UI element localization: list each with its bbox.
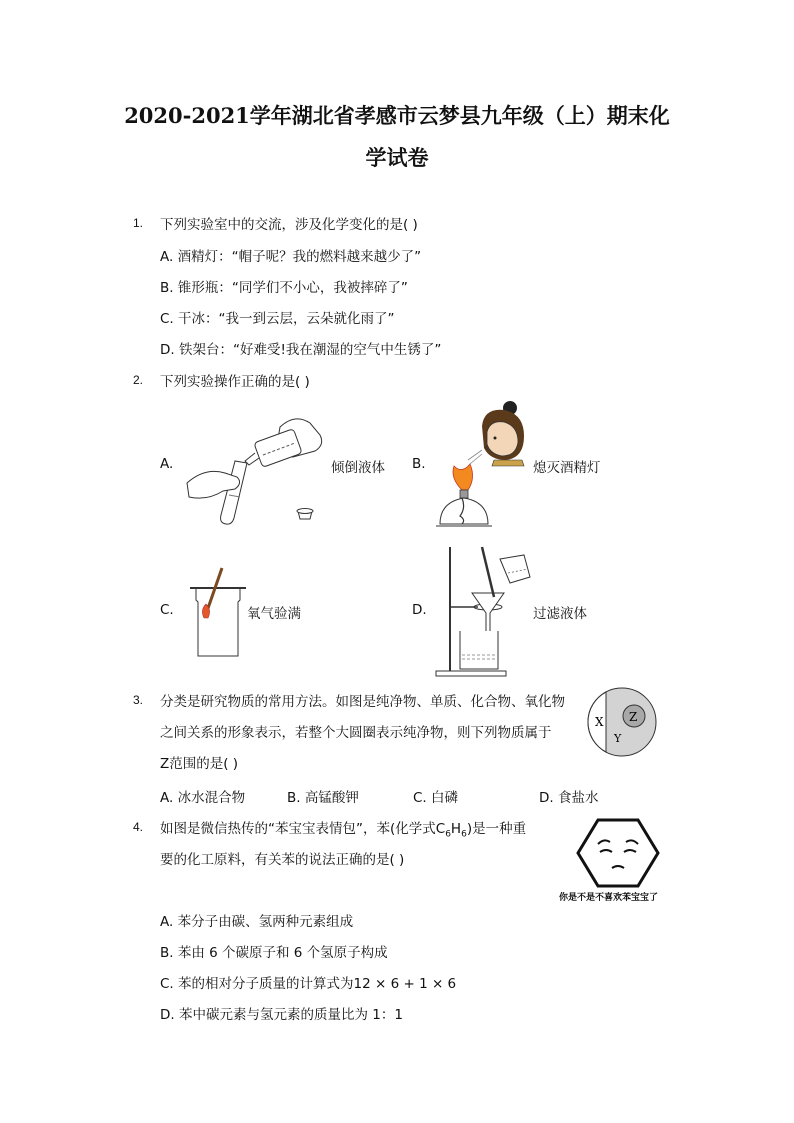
diagram-label-y: Y bbox=[614, 732, 622, 745]
question-2-option-c-label: C. bbox=[160, 602, 174, 618]
question-3-option-c: C. 白磷 bbox=[413, 790, 459, 806]
question-2-option-b-caption: 熄灭酒精灯 bbox=[533, 460, 601, 476]
question-1-option-a: A. 酒精灯：“帽子呢？我的燃料越来越少了” bbox=[160, 249, 422, 265]
question-4-option-b: B. 苯由 6 个碳原子和 6 个氢原子构成 bbox=[160, 945, 388, 961]
question-2-option-c-caption: 氧气验满 bbox=[247, 606, 301, 622]
question-1-option-c: C. 干冰：“我一到云层，云朵就化雨了” bbox=[160, 311, 395, 327]
page-title-line-1: 2020-2021学年湖北省孝感市云梦县九年级（上）期末化 bbox=[124, 103, 670, 128]
question-2-option-d-caption: 过滤液体 bbox=[533, 606, 587, 622]
question-2-option-d-label: D. bbox=[412, 602, 427, 618]
question-1-number: 1. bbox=[133, 216, 144, 230]
question-2-stem: 下列实验操作正确的是( ) bbox=[160, 374, 310, 390]
question-1-stem: 下列实验室中的交流，涉及化学变化的是( ) bbox=[160, 217, 418, 233]
question-2-option-b-label: B. bbox=[412, 456, 426, 472]
question-3-option-a: A. 冰水混合物 bbox=[160, 790, 246, 806]
question-3-line-2: 之间关系的形象表示，若整个大圆圈表示纯净物，则下列物质属于 bbox=[160, 725, 552, 741]
question-2-number: 2. bbox=[133, 373, 144, 387]
diagram-label-z: Z bbox=[629, 710, 638, 724]
question-3-option-d: D. 食盐水 bbox=[539, 790, 599, 806]
question-3-option-b: B. 高锰酸钾 bbox=[287, 790, 359, 806]
question-4-option-c: C. 苯的相对分子质量的计算式为12 × 6 + 1 × 6 bbox=[160, 976, 457, 992]
question-3-line-1: 分类是研究物质的常用方法。如图是纯净物、单质、化合物、氧化物 bbox=[160, 694, 565, 710]
question-2-option-a-caption: 倾倒液体 bbox=[331, 460, 385, 476]
question-3-number: 3. bbox=[133, 693, 144, 707]
question-4-number: 4. bbox=[133, 820, 144, 834]
diagram-label-x: X bbox=[595, 715, 604, 729]
oxygen-full-test-illustration bbox=[178, 566, 248, 661]
pouring-liquid-illustration bbox=[185, 405, 330, 525]
question-1-option-b: B. 锥形瓶：“同学们不小心，我被摔碎了” bbox=[160, 280, 408, 296]
classification-circle-diagram bbox=[586, 686, 658, 758]
question-4-option-d: D. 苯中碳元素与氢元素的质量比为 1：1 bbox=[160, 1007, 403, 1023]
question-1-option-d: D. 铁架台：“好难受!我在潮湿的空气中生锈了” bbox=[160, 342, 442, 358]
page-title-line-2: 学试卷 bbox=[365, 145, 429, 170]
blowing-out-alcohol-lamp-illustration bbox=[432, 398, 532, 533]
question-3-line-3: Z范围的是( ) bbox=[160, 756, 239, 772]
question-4-line-1: 如图是微信热传的“苯宝宝表情包”，苯(化学式$C_6H_6$)是一种重 bbox=[160, 821, 527, 840]
question-4-line-2: 要的化工原料，有关苯的说法正确的是( ) bbox=[160, 852, 405, 868]
question-4-option-a: A. 苯分子由碳、氢两种元素组成 bbox=[160, 914, 354, 930]
benzene-emoji-hexagon bbox=[576, 818, 660, 888]
filtration-apparatus-illustration bbox=[432, 545, 534, 680]
question-2-option-a-label: A. bbox=[160, 456, 174, 472]
benzene-emoji-caption: 你是不是不喜欢苯宝宝了 bbox=[559, 893, 659, 903]
